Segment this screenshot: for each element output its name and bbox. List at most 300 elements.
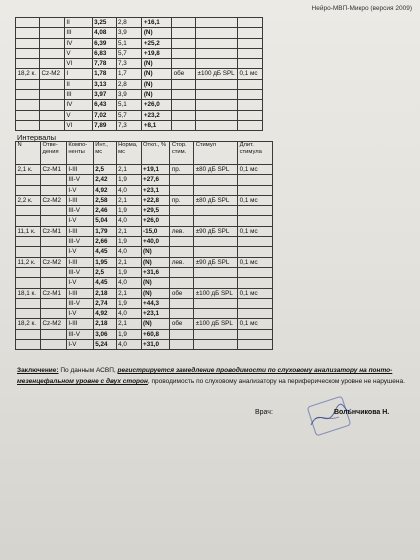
table-cell: 2,5 bbox=[93, 267, 116, 277]
table-cell bbox=[16, 185, 41, 195]
table-cell: 2,1 bbox=[116, 288, 141, 298]
table-cell: Cz-M2 bbox=[40, 319, 66, 329]
table-cell: -15,0 bbox=[141, 226, 170, 236]
table-cell bbox=[196, 59, 238, 69]
table-cell: лев. bbox=[170, 257, 194, 267]
table-cell bbox=[16, 90, 40, 100]
table-cell bbox=[40, 278, 66, 288]
table-cell: I-V bbox=[66, 247, 93, 257]
table-cell: I-III bbox=[66, 226, 93, 236]
table-cell: I-V bbox=[66, 216, 93, 226]
table-cell bbox=[238, 278, 273, 288]
table-cell bbox=[16, 18, 40, 28]
table-cell: 6,43 bbox=[92, 100, 116, 110]
table-cell bbox=[40, 309, 66, 319]
table-row bbox=[16, 165, 273, 175]
table-cell: +60,8 bbox=[141, 329, 170, 339]
table-cell: 0,1 мс bbox=[238, 165, 273, 175]
table-cell: V bbox=[64, 48, 92, 58]
table-cell: 4,0 bbox=[116, 309, 141, 319]
table-cell: Cz-M2 bbox=[40, 195, 66, 205]
table-cell: (N) bbox=[141, 319, 170, 329]
table-cell: (N) bbox=[141, 278, 170, 288]
table-cell: 7,02 bbox=[92, 110, 116, 120]
table-cell: 4,0 bbox=[116, 340, 141, 350]
table-row bbox=[16, 48, 263, 58]
table-cell: 2,8 bbox=[116, 18, 142, 28]
table-cell bbox=[16, 247, 41, 257]
table-cell: 18,1 к. bbox=[16, 288, 41, 298]
table-cell bbox=[16, 28, 40, 38]
table-cell bbox=[194, 206, 238, 216]
table-row bbox=[16, 28, 263, 38]
table-cell: 11,1 к. bbox=[16, 226, 41, 236]
table-cell bbox=[238, 185, 273, 195]
table-cell bbox=[238, 309, 273, 319]
table-cell: (N) bbox=[141, 247, 170, 257]
table-cell: +19,1 bbox=[141, 165, 170, 175]
table-cell: I-III bbox=[66, 257, 93, 267]
conclusion-emphasis: регистрируется замедление проводимости по слуховому анализатору на понто-мезенцефальном уровне с двух сторон bbox=[17, 367, 393, 385]
table-cell: 2,1 bbox=[116, 226, 141, 236]
table-cell: ±80 дБ SPL bbox=[194, 195, 238, 205]
table-cell: I bbox=[64, 69, 92, 79]
table-cell bbox=[194, 298, 238, 308]
column-header: Норма, мс bbox=[116, 142, 141, 165]
table-cell bbox=[238, 329, 273, 339]
table-cell: 4,0 bbox=[116, 216, 141, 226]
table-cell bbox=[196, 100, 238, 110]
table-cell bbox=[237, 100, 262, 110]
table-cell: III-V bbox=[66, 175, 93, 185]
table-cell: 3,9 bbox=[116, 90, 142, 100]
table-cell: (N) bbox=[142, 59, 172, 69]
table-cell bbox=[196, 90, 238, 100]
table-cell: 2,74 bbox=[93, 298, 116, 308]
table-cell: III-V bbox=[66, 329, 93, 339]
table-row bbox=[16, 38, 263, 48]
table-row bbox=[16, 288, 273, 298]
table-cell bbox=[40, 237, 66, 247]
table-row bbox=[16, 185, 273, 195]
table-cell: 4,0 bbox=[116, 185, 141, 195]
table-cell: II bbox=[64, 79, 92, 89]
column-header: Длит. стимула bbox=[238, 142, 273, 165]
table-cell: 4,0 bbox=[116, 278, 141, 288]
table-cell bbox=[16, 79, 40, 89]
table-cell: IV bbox=[64, 38, 92, 48]
table-cell bbox=[238, 247, 273, 257]
table-cell bbox=[170, 206, 194, 216]
table-cell bbox=[16, 278, 41, 288]
conclusion-rest: , проводимость по слуховому анализатору на периферическом уровне не нарушена. bbox=[147, 378, 405, 385]
table-cell: 3,13 bbox=[92, 79, 116, 89]
table-cell bbox=[170, 340, 194, 350]
table-row bbox=[16, 247, 273, 257]
table-cell: обе bbox=[170, 319, 194, 329]
table-cell bbox=[196, 38, 238, 48]
table-cell: 4,08 bbox=[92, 28, 116, 38]
table-cell bbox=[40, 329, 66, 339]
table-cell: I-V bbox=[66, 185, 93, 195]
table-cell bbox=[238, 298, 273, 308]
table-row bbox=[16, 278, 273, 288]
table-cell bbox=[172, 28, 196, 38]
table-cell bbox=[237, 90, 262, 100]
table-cell: 2,1 bbox=[116, 165, 141, 175]
table-cell: 4,0 bbox=[116, 247, 141, 257]
table-cell: +23,2 bbox=[142, 110, 172, 120]
table-cell: +40,0 bbox=[141, 237, 170, 247]
table-cell: 0,1 мс bbox=[238, 257, 273, 267]
table-cell: 3,9 bbox=[116, 28, 142, 38]
table-cell bbox=[16, 38, 40, 48]
table-cell bbox=[39, 48, 64, 58]
table-cell: 5,1 bbox=[116, 38, 142, 48]
table-cell: Cz-M1 bbox=[40, 165, 66, 175]
table-cell bbox=[170, 216, 194, 226]
table-cell: (N) bbox=[142, 69, 172, 79]
doctor-name: Вольнчикова Н. bbox=[334, 409, 390, 416]
table-row bbox=[16, 298, 273, 308]
table-cell bbox=[16, 216, 41, 226]
table-row bbox=[16, 319, 273, 329]
doctor-label: Врач: bbox=[255, 409, 273, 416]
table-cell: 0,1 мс bbox=[238, 226, 273, 236]
table-cell bbox=[170, 329, 194, 339]
table-cell: 5,1 bbox=[116, 100, 142, 110]
table-row bbox=[16, 195, 273, 205]
table-cell: 7,78 bbox=[92, 59, 116, 69]
table-cell bbox=[39, 120, 64, 130]
table-cell bbox=[16, 120, 40, 130]
table-cell: 2,8 bbox=[116, 79, 142, 89]
table-cell bbox=[16, 309, 41, 319]
table-cell bbox=[16, 340, 41, 350]
table-cell bbox=[196, 28, 238, 38]
table-cell bbox=[170, 278, 194, 288]
table-cell bbox=[237, 18, 262, 28]
table-cell bbox=[170, 309, 194, 319]
intervals-table bbox=[15, 141, 273, 350]
table-cell bbox=[194, 175, 238, 185]
table-cell: 5,7 bbox=[116, 48, 142, 58]
table-cell: 1,9 bbox=[116, 237, 141, 247]
table-cell: 0,1 мс bbox=[238, 319, 273, 329]
table-cell: VI bbox=[64, 120, 92, 130]
table-cell: 1,78 bbox=[92, 69, 116, 79]
table-cell: 1,9 bbox=[116, 206, 141, 216]
table-cell bbox=[16, 59, 40, 69]
table-cell bbox=[172, 38, 196, 48]
conclusion-intro: По данным АСВП, bbox=[58, 367, 118, 374]
table-cell bbox=[194, 309, 238, 319]
table-cell bbox=[39, 28, 64, 38]
table-cell bbox=[238, 175, 273, 185]
table-cell: ±80 дБ SPL bbox=[194, 165, 238, 175]
table-cell: Cz-M2 bbox=[40, 257, 66, 267]
table-cell: III-V bbox=[66, 206, 93, 216]
table-cell: 2,1 bbox=[116, 319, 141, 329]
column-header: Отве-дения bbox=[40, 142, 66, 165]
table-cell: 2,66 bbox=[93, 237, 116, 247]
table-cell: (N) bbox=[142, 79, 172, 89]
table-cell: 1,9 bbox=[116, 175, 141, 185]
table-cell bbox=[172, 110, 196, 120]
table-row bbox=[16, 175, 273, 185]
table-cell: +29,5 bbox=[141, 206, 170, 216]
table-cell bbox=[40, 340, 66, 350]
table-cell bbox=[39, 59, 64, 69]
table-cell: 2,58 bbox=[93, 195, 116, 205]
table-row bbox=[16, 79, 263, 89]
table-cell bbox=[16, 329, 41, 339]
table-cell bbox=[16, 110, 40, 120]
table-row bbox=[16, 226, 273, 236]
table-cell: 5,7 bbox=[116, 110, 142, 120]
table-row bbox=[16, 110, 263, 120]
table-cell: IV bbox=[64, 100, 92, 110]
table-cell bbox=[170, 185, 194, 195]
table-cell: 1,95 bbox=[93, 257, 116, 267]
table-cell: +31,0 bbox=[141, 340, 170, 350]
table-cell bbox=[194, 329, 238, 339]
table-header-row bbox=[16, 142, 273, 165]
table-cell: 3,06 bbox=[93, 329, 116, 339]
table-cell: (N) bbox=[141, 288, 170, 298]
table-cell bbox=[39, 18, 64, 28]
conclusion bbox=[17, 365, 412, 387]
table-cell: V bbox=[64, 110, 92, 120]
table-cell: Cz-M2 bbox=[39, 69, 64, 79]
table-cell bbox=[172, 18, 196, 28]
table-cell bbox=[39, 38, 64, 48]
table-cell: 2,18 bbox=[93, 288, 116, 298]
table-cell: +19,8 bbox=[142, 48, 172, 58]
table-cell bbox=[196, 120, 238, 130]
table-cell bbox=[237, 48, 262, 58]
table-cell bbox=[237, 79, 262, 89]
table-cell: +44,3 bbox=[141, 298, 170, 308]
table-cell bbox=[170, 267, 194, 277]
table-cell: III-V bbox=[66, 267, 93, 277]
table-cell bbox=[40, 247, 66, 257]
table-cell: I-III bbox=[66, 319, 93, 329]
table-cell: 0,1 мс bbox=[238, 288, 273, 298]
table-row bbox=[16, 90, 263, 100]
table-cell: 7,89 bbox=[92, 120, 116, 130]
table-row bbox=[16, 257, 273, 267]
table-cell: III bbox=[64, 90, 92, 100]
table-cell bbox=[170, 298, 194, 308]
table-row bbox=[16, 309, 273, 319]
table-cell: 4,45 bbox=[93, 247, 116, 257]
table-cell: пр. bbox=[170, 165, 194, 175]
table-cell bbox=[40, 185, 66, 195]
table-cell: +27,6 bbox=[141, 175, 170, 185]
table-row bbox=[16, 267, 273, 277]
intervals-title: Интервалы bbox=[17, 133, 57, 142]
table-cell: 4,92 bbox=[93, 309, 116, 319]
table-cell: III-V bbox=[66, 237, 93, 247]
table-cell: +16,1 bbox=[142, 18, 172, 28]
table-cell bbox=[170, 237, 194, 247]
table-row bbox=[16, 18, 263, 28]
table-cell bbox=[194, 216, 238, 226]
table-cell: 4,92 bbox=[93, 185, 116, 195]
table-cell: 2,1 bbox=[116, 195, 141, 205]
table-cell bbox=[172, 79, 196, 89]
table-cell bbox=[170, 175, 194, 185]
column-header: Откл., % bbox=[141, 142, 170, 165]
table-cell bbox=[238, 216, 273, 226]
table-cell: пр. bbox=[170, 195, 194, 205]
table-cell: Cz-M1 bbox=[40, 226, 66, 236]
table-cell bbox=[238, 340, 273, 350]
table-cell: +26,0 bbox=[141, 216, 170, 226]
table-cell: 5,24 bbox=[93, 340, 116, 350]
table-cell bbox=[172, 120, 196, 130]
table-cell: II bbox=[64, 18, 92, 28]
software-header: Нейро-МВП-Микро (версия 2009) bbox=[311, 5, 412, 12]
table-row bbox=[16, 237, 273, 247]
table-row bbox=[16, 100, 263, 110]
conclusion-label: Заключение: bbox=[17, 367, 59, 374]
table-cell bbox=[237, 28, 262, 38]
table-cell: +22,8 bbox=[141, 195, 170, 205]
table-cell: 3,25 bbox=[92, 18, 116, 28]
table-cell bbox=[16, 100, 40, 110]
table-cell bbox=[40, 298, 66, 308]
table-cell bbox=[40, 206, 66, 216]
table-cell: 18,2 к. bbox=[16, 69, 40, 79]
table-cell bbox=[172, 48, 196, 58]
table-cell bbox=[39, 90, 64, 100]
table-cell: +23,1 bbox=[141, 309, 170, 319]
table-cell bbox=[194, 340, 238, 350]
table-cell: 6,39 bbox=[92, 38, 116, 48]
column-header: Стор. стим. bbox=[170, 142, 194, 165]
table-cell bbox=[238, 237, 273, 247]
table-cell bbox=[170, 247, 194, 257]
table-cell: лев. bbox=[170, 226, 194, 236]
table-cell: 7,3 bbox=[116, 59, 142, 69]
table-cell: +25,2 bbox=[142, 38, 172, 48]
table-cell: ±90 дБ SPL bbox=[194, 226, 238, 236]
table-cell bbox=[194, 267, 238, 277]
table-cell: 5,04 bbox=[93, 216, 116, 226]
table-cell bbox=[194, 237, 238, 247]
table-row bbox=[16, 120, 263, 130]
table-cell: ±90 дБ SPL bbox=[194, 257, 238, 267]
table-cell: обе bbox=[172, 69, 196, 79]
table-cell bbox=[16, 298, 41, 308]
table-cell: Cz-M1 bbox=[40, 288, 66, 298]
table-row bbox=[16, 329, 273, 339]
table-cell: 2,1 к. bbox=[16, 165, 41, 175]
table-cell bbox=[39, 79, 64, 89]
table-row bbox=[16, 206, 273, 216]
table-cell: ±100 дБ SPL bbox=[196, 69, 238, 79]
table-cell bbox=[196, 110, 238, 120]
table-cell: 4,45 bbox=[93, 278, 116, 288]
table-cell bbox=[196, 18, 238, 28]
table-row bbox=[16, 340, 273, 350]
table-cell bbox=[194, 185, 238, 195]
table-cell: 6,83 bbox=[92, 48, 116, 58]
table-cell bbox=[172, 59, 196, 69]
column-header: Стимул bbox=[194, 142, 238, 165]
table-cell bbox=[40, 267, 66, 277]
column-header: Инт., мс bbox=[93, 142, 116, 165]
latencies-table bbox=[15, 17, 263, 131]
table-cell: (N) bbox=[142, 90, 172, 100]
table-cell: 1,79 bbox=[93, 226, 116, 236]
table-cell: I-III bbox=[66, 195, 93, 205]
table-cell bbox=[16, 237, 41, 247]
table-cell: 0,1 мс bbox=[237, 69, 262, 79]
table-cell bbox=[39, 100, 64, 110]
table-cell bbox=[238, 267, 273, 277]
table-cell: 1,9 bbox=[116, 298, 141, 308]
table-cell: 7,3 bbox=[116, 120, 142, 130]
table-cell: I-V bbox=[66, 278, 93, 288]
table-cell: III-V bbox=[66, 298, 93, 308]
table-row bbox=[16, 69, 263, 79]
table-cell: I-V bbox=[66, 309, 93, 319]
table-cell: 2,5 bbox=[93, 165, 116, 175]
table-cell: 2,46 bbox=[93, 206, 116, 216]
column-header: N bbox=[16, 142, 41, 165]
table-row bbox=[16, 216, 273, 226]
table-cell bbox=[194, 278, 238, 288]
table-cell: обе bbox=[170, 288, 194, 298]
table-cell bbox=[16, 48, 40, 58]
table-cell: 1,9 bbox=[116, 267, 141, 277]
table-cell: 1,7 bbox=[116, 69, 142, 79]
table-cell: 11,2 к. bbox=[16, 257, 41, 267]
doctor-stamp bbox=[305, 395, 353, 437]
table-cell: +31,6 bbox=[141, 267, 170, 277]
table-cell: (N) bbox=[141, 257, 170, 267]
table-cell bbox=[172, 90, 196, 100]
table-cell: 0,1 мс bbox=[238, 195, 273, 205]
table-cell: (N) bbox=[142, 28, 172, 38]
table-cell: I-III bbox=[66, 288, 93, 298]
table-row bbox=[16, 59, 263, 69]
table-cell: 1,9 bbox=[116, 329, 141, 339]
table-cell: 2,42 bbox=[93, 175, 116, 185]
table-cell: 2,2 к. bbox=[16, 195, 41, 205]
table-cell: VI bbox=[64, 59, 92, 69]
table-cell bbox=[237, 38, 262, 48]
table-cell: 3,97 bbox=[92, 90, 116, 100]
table-cell bbox=[237, 59, 262, 69]
table-cell: III bbox=[64, 28, 92, 38]
table-cell: +23,1 bbox=[141, 185, 170, 195]
table-cell: I-III bbox=[66, 165, 93, 175]
table-cell bbox=[172, 100, 196, 110]
table-cell: ±100 дБ SPL bbox=[194, 288, 238, 298]
column-header: Компо-ненты bbox=[66, 142, 93, 165]
table-cell: 2,18 bbox=[93, 319, 116, 329]
table-cell bbox=[196, 48, 238, 58]
table-cell bbox=[194, 247, 238, 257]
table-cell: 2,1 bbox=[116, 257, 141, 267]
table-cell bbox=[16, 267, 41, 277]
table-cell bbox=[16, 206, 41, 216]
table-cell bbox=[237, 120, 262, 130]
